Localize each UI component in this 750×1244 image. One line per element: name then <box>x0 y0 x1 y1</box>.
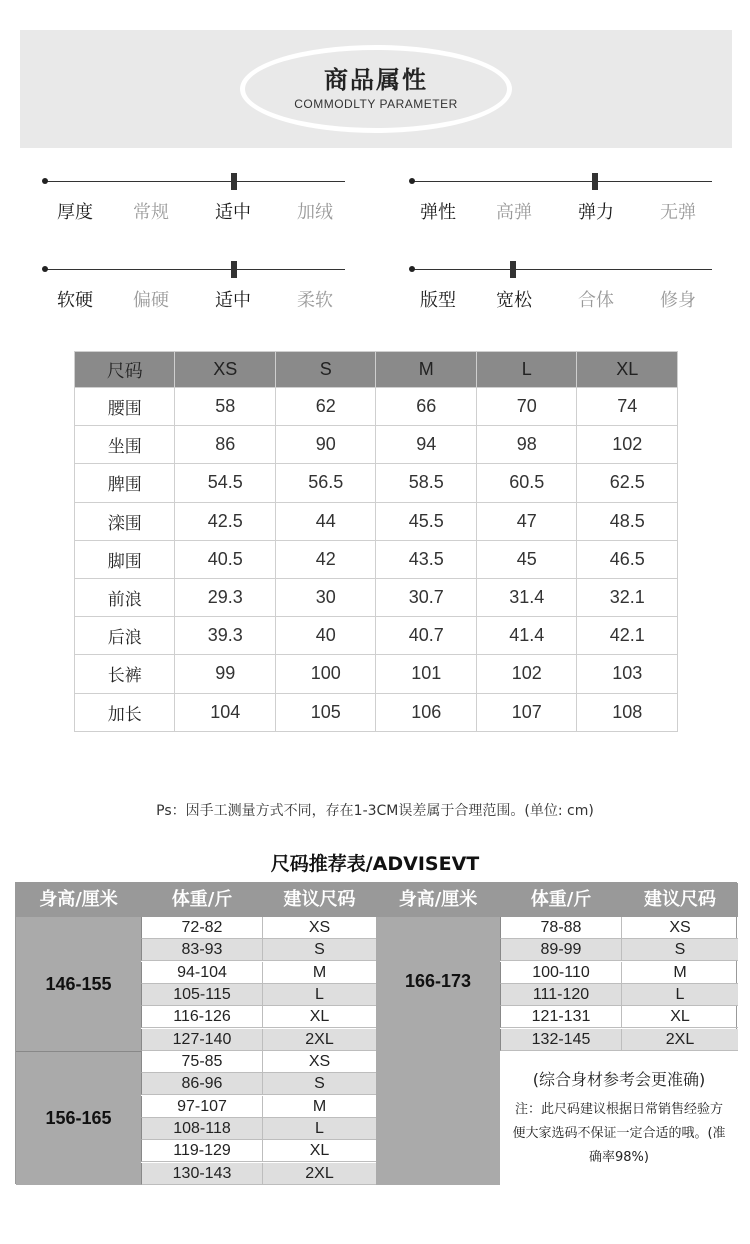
attribute-option: 常规 <box>133 202 169 223</box>
recommend-title: 尺码推荐表/ADVISEVT <box>270 853 480 875</box>
size-table-cell: 105 <box>275 693 376 731</box>
size-table-cell: 48.5 <box>577 502 678 540</box>
size-table-row-label: 前浪 <box>75 578 175 616</box>
suggested-size-cell: XL <box>622 1006 738 1028</box>
recommend-header-cell: 建议尺码 <box>263 883 376 917</box>
suggested-size-cell: L <box>263 1118 376 1140</box>
suggested-size-cell: XL <box>263 1140 376 1162</box>
suggested-size-cell: XS <box>263 1051 376 1073</box>
size-table-cell: 46.5 <box>577 540 678 578</box>
size-table-cell: 44 <box>275 502 376 540</box>
size-table-row <box>75 655 678 693</box>
size-table-row <box>75 426 678 464</box>
suggested-size-cell: M <box>622 962 738 984</box>
suggested-size-cell: S <box>263 939 376 961</box>
suggested-size-cell: XS <box>622 917 738 939</box>
recommend-header-cell: 建议尺码 <box>622 883 738 917</box>
size-table-cell: 62 <box>275 388 376 426</box>
size-table-cell: 58 <box>175 388 276 426</box>
weight-range-cell: 83-93 <box>141 939 263 961</box>
size-table-cell: 47 <box>476 502 577 540</box>
size-table-cell: 41.4 <box>476 617 577 655</box>
suggested-size-cell: 2XL <box>622 1029 738 1051</box>
attribute-option: 偏硬 <box>133 290 169 311</box>
size-table-header-cell: M <box>376 352 477 388</box>
weight-range-cell: 127-140 <box>141 1029 263 1051</box>
size-table-row <box>75 578 678 616</box>
recommend-note <box>500 1051 738 1185</box>
attribute-scale-dot <box>409 266 415 272</box>
size-table-cell: 106 <box>376 693 477 731</box>
attribute-scale-dot <box>42 178 48 184</box>
weight-range-cell: 111-120 <box>500 984 622 1006</box>
weight-range-cell: 130-143 <box>141 1163 263 1185</box>
attribute-scale-dot <box>409 178 415 184</box>
attribute-option: 修身 <box>660 290 696 311</box>
attribute-option: 无弹 <box>660 202 696 223</box>
attribute-thickness <box>45 171 345 231</box>
weight-range-cell: 97-107 <box>141 1096 263 1118</box>
size-table-cell: 86 <box>175 426 276 464</box>
recommend-header-cell: 身高/厘米 <box>376 883 500 917</box>
size-table-cell: 94 <box>376 426 477 464</box>
size-table-row-label: 滦围 <box>75 502 175 540</box>
suggested-size-cell: 2XL <box>263 1029 376 1051</box>
weight-range-cell: 72-82 <box>141 917 263 939</box>
attribute-marker <box>231 261 237 278</box>
weight-range-cell: 75-85 <box>141 1051 263 1073</box>
attribute-name: 版型 <box>420 290 456 311</box>
size-table-cell: 70 <box>476 388 577 426</box>
recommend-header-cell: 体重/斤 <box>141 883 263 917</box>
attribute-name: 弹性 <box>420 202 456 223</box>
recommend-header-cell: 身高/厘米 <box>16 883 141 917</box>
size-recommend-table <box>15 882 737 1184</box>
size-table-header-cell: S <box>275 352 376 388</box>
size-table-row-label: 脾围 <box>75 464 175 502</box>
size-table-cell: 45.5 <box>376 502 477 540</box>
weight-range-cell: 78-88 <box>500 917 622 939</box>
weight-range-cell: 121-131 <box>500 1006 622 1028</box>
weight-range-cell: 105-115 <box>141 984 263 1006</box>
size-table-row-label: 坐围 <box>75 426 175 464</box>
attribute-scale-line <box>412 269 712 270</box>
attribute-fit <box>412 259 712 319</box>
suggested-size-cell: 2XL <box>263 1163 376 1185</box>
size-table-cell: 32.1 <box>577 578 678 616</box>
weight-range-cell: 116-126 <box>141 1006 263 1028</box>
header-banner <box>20 30 732 148</box>
attribute-marker <box>592 173 598 190</box>
size-table-cell: 29.3 <box>175 578 276 616</box>
size-table-cell: 42.1 <box>577 617 678 655</box>
measurement-note: Ps：因手工测量方式不同，存在1-3CM误差属于合理范围。(单位: cm) <box>156 803 594 819</box>
recommend-note-body: 注：此尺码建议根据日常销售经验方便大家选码不保证一定合适的哦。(准确率98%) <box>512 1102 726 1165</box>
height-range-cell: 146-155 <box>16 917 141 1051</box>
size-table-cell: 108 <box>577 693 678 731</box>
recommend-note-title: (综合身材参考会更准确) <box>532 1070 706 1089</box>
attribute-option-selected: 宽松 <box>496 290 532 311</box>
size-table-cell: 40.5 <box>175 540 276 578</box>
suggested-size-cell: L <box>263 984 376 1006</box>
size-table-cell: 99 <box>175 655 276 693</box>
size-table <box>74 351 678 732</box>
attribute-name: 厚度 <box>57 202 93 223</box>
suggested-size-cell: M <box>263 962 376 984</box>
size-table-cell: 102 <box>577 426 678 464</box>
size-table-cell: 30.7 <box>376 578 477 616</box>
size-table-row <box>75 502 678 540</box>
size-table-cell: 56.5 <box>275 464 376 502</box>
size-table-row <box>75 388 678 426</box>
suggested-size-cell: L <box>622 984 738 1006</box>
size-table-cell: 62.5 <box>577 464 678 502</box>
size-table-cell: 42.5 <box>175 502 276 540</box>
size-table-cell: 74 <box>577 388 678 426</box>
size-table-cell: 30 <box>275 578 376 616</box>
weight-range-cell: 100-110 <box>500 962 622 984</box>
attribute-marker <box>231 173 237 190</box>
size-table-cell: 102 <box>476 655 577 693</box>
attribute-option-selected: 弹力 <box>578 202 614 223</box>
size-table-cell: 40.7 <box>376 617 477 655</box>
suggested-size-cell: S <box>622 939 738 961</box>
size-table-cell: 100 <box>275 655 376 693</box>
size-table-row <box>75 693 678 731</box>
size-table-row-label: 长裤 <box>75 655 175 693</box>
size-table-cell: 54.5 <box>175 464 276 502</box>
size-table-cell: 39.3 <box>175 617 276 655</box>
weight-range-cell: 108-118 <box>141 1118 263 1140</box>
recommend-header-cell: 体重/斤 <box>500 883 622 917</box>
size-table-cell: 103 <box>577 655 678 693</box>
height-range-cell: 156-165 <box>16 1051 141 1185</box>
size-table-cell: 43.5 <box>376 540 477 578</box>
size-table-header-cell: L <box>476 352 577 388</box>
suggested-size-cell: XL <box>263 1006 376 1028</box>
weight-range-cell: 119-129 <box>141 1140 263 1162</box>
size-table-row <box>75 617 678 655</box>
size-table-cell: 58.5 <box>376 464 477 502</box>
page-subtitle: COMMODLTY PARAMETER <box>294 97 458 111</box>
size-table-header-row <box>75 352 678 388</box>
attribute-option: 加绒 <box>297 202 333 223</box>
attribute-scale-line <box>45 269 345 270</box>
size-table-header-cell: 尺码 <box>75 352 175 388</box>
size-table-cell: 90 <box>275 426 376 464</box>
height-range-cell: 166-173 <box>376 917 500 1185</box>
attribute-marker <box>510 261 516 278</box>
size-table-row-label: 加长 <box>75 693 175 731</box>
suggested-size-cell: M <box>263 1096 376 1118</box>
attribute-option-selected: 适中 <box>215 290 251 311</box>
size-table-cell: 40 <box>275 617 376 655</box>
size-table-cell: 104 <box>175 693 276 731</box>
page-title: 商品属性 <box>324 66 428 94</box>
size-table-row-label: 后浪 <box>75 617 175 655</box>
size-table-row <box>75 540 678 578</box>
size-table-cell: 98 <box>476 426 577 464</box>
size-table-cell: 101 <box>376 655 477 693</box>
attribute-name: 软硬 <box>57 290 93 311</box>
attribute-scale-line <box>412 181 712 182</box>
size-table-row-label: 腰围 <box>75 388 175 426</box>
size-table-cell: 107 <box>476 693 577 731</box>
weight-range-cell: 94-104 <box>141 962 263 984</box>
size-table-header-cell: XL <box>577 352 678 388</box>
size-table-cell: 42 <box>275 540 376 578</box>
attribute-softness <box>45 259 345 319</box>
size-table-cell: 31.4 <box>476 578 577 616</box>
suggested-size-cell: S <box>263 1073 376 1095</box>
attribute-elasticity <box>412 171 712 231</box>
size-table-row <box>75 464 678 502</box>
size-table-row-label: 脚围 <box>75 540 175 578</box>
suggested-size-cell: XS <box>263 917 376 939</box>
weight-range-cell: 86-96 <box>141 1073 263 1095</box>
weight-range-cell: 132-145 <box>500 1029 622 1051</box>
attribute-option: 高弹 <box>496 202 532 223</box>
weight-range-cell: 89-99 <box>500 939 622 961</box>
attribute-scale-line <box>45 181 345 182</box>
size-table-cell: 60.5 <box>476 464 577 502</box>
attribute-option-selected: 适中 <box>215 202 251 223</box>
size-table-cell: 66 <box>376 388 477 426</box>
attribute-scale-dot <box>42 266 48 272</box>
attribute-option: 合体 <box>578 290 614 311</box>
size-table-header-cell: XS <box>175 352 276 388</box>
attribute-option: 柔软 <box>297 290 333 311</box>
size-table-cell: 45 <box>476 540 577 578</box>
